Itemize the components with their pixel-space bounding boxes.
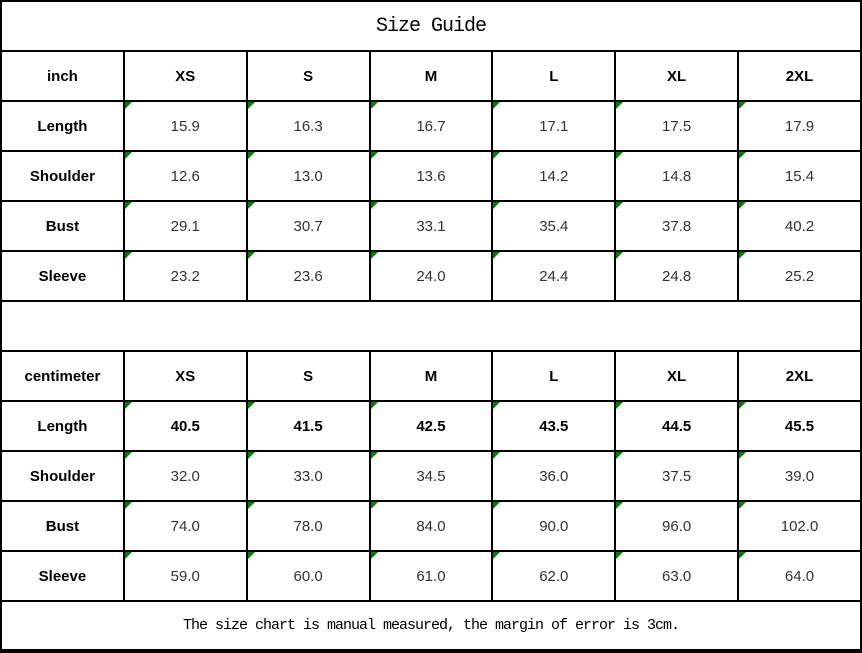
cell-flag-icon (739, 152, 746, 159)
cell-flag-icon (493, 252, 500, 259)
measurement-cell (124, 401, 247, 451)
cell-value: 40.5 (170, 417, 200, 435)
cell-flag-icon (739, 452, 746, 459)
measurement-cell (247, 451, 370, 501)
row-shoulder-cm (1, 451, 861, 501)
measurement-cell (124, 151, 247, 201)
cell-value: 15.4 (784, 167, 815, 185)
measurement-cell (124, 501, 247, 551)
measurement-cell (738, 151, 861, 201)
col-header-l: L (492, 51, 615, 101)
cell-flag-icon (371, 452, 378, 459)
cell-value: 34.5 (416, 467, 446, 485)
cell-value: 23.6 (293, 267, 323, 285)
measurement-cell (124, 451, 247, 501)
row-label: Bust (1, 501, 124, 551)
measurement-cell (247, 151, 370, 201)
cell-value: 36.0 (539, 467, 569, 485)
cell-flag-icon (125, 452, 132, 459)
row-label: Length (1, 401, 124, 451)
cm-header-row (1, 351, 861, 401)
cell-value: 12.6 (170, 167, 200, 185)
cell-flag-icon (371, 502, 378, 509)
cell-flag-icon (371, 152, 378, 159)
cell-value: 17.5 (662, 117, 692, 135)
measurement-cell (370, 551, 493, 601)
cell-value: 37.5 (662, 467, 692, 485)
measurement-cell (738, 251, 861, 301)
cell-value: 24.0 (416, 267, 446, 285)
cell-value: 90.0 (539, 517, 569, 535)
col-header-m: M (370, 51, 493, 101)
cell-value: 15.9 (170, 117, 200, 135)
cell-flag-icon (616, 202, 623, 209)
cell-value: 13.0 (293, 167, 323, 185)
row-label: Shoulder (1, 151, 124, 201)
cell-value: 24.8 (662, 267, 692, 285)
measurement-cell (370, 501, 493, 551)
col-header-2xl: 2XL (738, 51, 861, 101)
measurement-cell (370, 401, 493, 451)
cell-flag-icon (616, 552, 623, 559)
cell-flag-icon (616, 152, 623, 159)
cell-flag-icon (739, 502, 746, 509)
measurement-cell (738, 501, 861, 551)
cell-flag-icon (616, 252, 623, 259)
cell-value: 35.4 (539, 217, 569, 235)
col-header-xs: XS (124, 351, 247, 401)
cell-flag-icon (371, 252, 378, 259)
row-bust-inch (1, 201, 861, 251)
cell-value: 33.0 (293, 467, 323, 485)
cell-flag-icon (125, 252, 132, 259)
cell-value: 63.0 (662, 567, 692, 585)
measurement-cell (492, 201, 615, 251)
cell-value: 17.9 (784, 117, 815, 135)
cell-flag-icon (248, 102, 255, 109)
row-label: Sleeve (1, 551, 124, 601)
cell-value: 29.1 (170, 217, 200, 235)
measurement-cell (370, 151, 493, 201)
measurement-cell (738, 551, 861, 601)
measurement-cell (492, 551, 615, 601)
cell-flag-icon (248, 452, 255, 459)
col-header-xl: XL (615, 351, 738, 401)
measurement-cell (615, 451, 738, 501)
measurement-cell (492, 251, 615, 301)
cell-value: 78.0 (293, 517, 323, 535)
cell-flag-icon (248, 252, 255, 259)
cell-flag-icon (493, 202, 500, 209)
cell-value: 16.7 (416, 117, 446, 135)
measurement-cell (615, 501, 738, 551)
measurement-cell (124, 251, 247, 301)
cell-flag-icon (125, 202, 132, 209)
col-header-s: S (247, 51, 370, 101)
unit-header-inch: inch (1, 51, 124, 101)
cell-flag-icon (248, 202, 255, 209)
measurement-cell (738, 201, 861, 251)
cell-value: 74.0 (170, 517, 200, 535)
measurement-cell (738, 101, 861, 151)
cell-value: 24.4 (539, 267, 569, 285)
cell-value: 32.0 (170, 467, 200, 485)
cell-flag-icon (493, 502, 500, 509)
cell-value: 41.5 (293, 417, 323, 435)
measurement-note: The size chart is manual measured, the margin of error is 3cm. (1, 601, 861, 651)
cell-flag-icon (493, 402, 500, 409)
cell-flag-icon (248, 552, 255, 559)
cell-value: 43.5 (539, 417, 569, 435)
cell-flag-icon (371, 202, 378, 209)
cell-value: 39.0 (784, 467, 815, 485)
unit-header-centimeter: centimeter (1, 351, 124, 401)
measurement-cell (615, 401, 738, 451)
cell-value: 61.0 (416, 567, 446, 585)
cell-flag-icon (493, 102, 500, 109)
row-shoulder-inch (1, 151, 861, 201)
cell-flag-icon (125, 502, 132, 509)
cell-value: 16.3 (293, 117, 323, 135)
cell-flag-icon (493, 552, 500, 559)
measurement-cell (492, 101, 615, 151)
measurement-cell (370, 101, 493, 151)
cell-flag-icon (493, 452, 500, 459)
cell-flag-icon (739, 202, 746, 209)
row-label: Shoulder (1, 451, 124, 501)
measurement-cell (615, 201, 738, 251)
cell-value: 25.2 (784, 267, 815, 285)
measurement-cell (247, 551, 370, 601)
cell-value: 84.0 (416, 517, 446, 535)
cell-flag-icon (739, 402, 746, 409)
cell-value: 14.2 (539, 167, 569, 185)
col-header-xl: XL (615, 51, 738, 101)
cell-value: 13.6 (416, 167, 446, 185)
cell-flag-icon (371, 552, 378, 559)
measurement-cell (492, 401, 615, 451)
cell-value: 40.2 (784, 217, 815, 235)
measurement-cell (370, 201, 493, 251)
cell-flag-icon (371, 102, 378, 109)
cell-value: 102.0 (780, 517, 819, 535)
cell-flag-icon (493, 152, 500, 159)
cell-value: 42.5 (416, 417, 446, 435)
col-header-s: S (247, 351, 370, 401)
cell-flag-icon (125, 402, 132, 409)
col-header-m: M (370, 351, 493, 401)
measurement-cell (738, 401, 861, 451)
cell-flag-icon (616, 502, 623, 509)
measurement-cell (124, 201, 247, 251)
measurement-cell (247, 501, 370, 551)
cell-value: 60.0 (293, 567, 323, 585)
measurement-cell (615, 551, 738, 601)
cell-flag-icon (616, 402, 623, 409)
col-header-2xl: 2XL (738, 351, 861, 401)
row-length-inch (1, 101, 861, 151)
cell-flag-icon (739, 552, 746, 559)
col-header-xs: XS (124, 51, 247, 101)
row-label: Sleeve (1, 251, 124, 301)
cell-value: 96.0 (662, 517, 692, 535)
cell-value: 23.2 (170, 267, 200, 285)
measurement-cell (247, 251, 370, 301)
row-label: Length (1, 101, 124, 151)
measurement-cell (492, 151, 615, 201)
cell-value: 62.0 (539, 567, 569, 585)
cell-flag-icon (125, 552, 132, 559)
title-row (1, 1, 861, 51)
inch-header-row (1, 51, 861, 101)
cell-value: 33.1 (416, 217, 446, 235)
cell-value: 64.0 (784, 567, 815, 585)
cell-flag-icon (248, 152, 255, 159)
cell-value: 17.1 (539, 117, 569, 135)
note-row (1, 601, 861, 651)
cell-flag-icon (739, 252, 746, 259)
measurement-cell (124, 101, 247, 151)
cell-flag-icon (125, 152, 132, 159)
spacer-row (1, 301, 861, 351)
measurement-cell (615, 151, 738, 201)
page-title: Size Guide (1, 1, 861, 51)
cell-value: 44.5 (662, 417, 692, 435)
row-sleeve-cm (1, 551, 861, 601)
cell-flag-icon (616, 102, 623, 109)
measurement-cell (124, 551, 247, 601)
spacer-cell (1, 301, 861, 351)
measurement-cell (370, 451, 493, 501)
row-bust-cm (1, 501, 861, 551)
cell-flag-icon (616, 452, 623, 459)
row-length-cm (1, 401, 861, 451)
cell-flag-icon (125, 102, 132, 109)
measurement-cell (738, 451, 861, 501)
measurement-cell (247, 401, 370, 451)
cell-value: 30.7 (293, 217, 323, 235)
row-label: Bust (1, 201, 124, 251)
measurement-cell (615, 251, 738, 301)
measurement-cell (370, 251, 493, 301)
cell-flag-icon (248, 402, 255, 409)
cell-value: 59.0 (170, 567, 200, 585)
cell-flag-icon (371, 402, 378, 409)
measurement-cell (492, 451, 615, 501)
cell-value: 37.8 (662, 217, 692, 235)
measurement-cell (492, 501, 615, 551)
measurement-cell (615, 101, 738, 151)
cell-flag-icon (739, 102, 746, 109)
measurement-cell (247, 101, 370, 151)
col-header-l: L (492, 351, 615, 401)
cell-flag-icon (248, 502, 255, 509)
cell-value: 14.8 (662, 167, 692, 185)
measurement-cell (247, 201, 370, 251)
row-sleeve-inch (1, 251, 861, 301)
cell-value: 45.5 (784, 417, 815, 435)
